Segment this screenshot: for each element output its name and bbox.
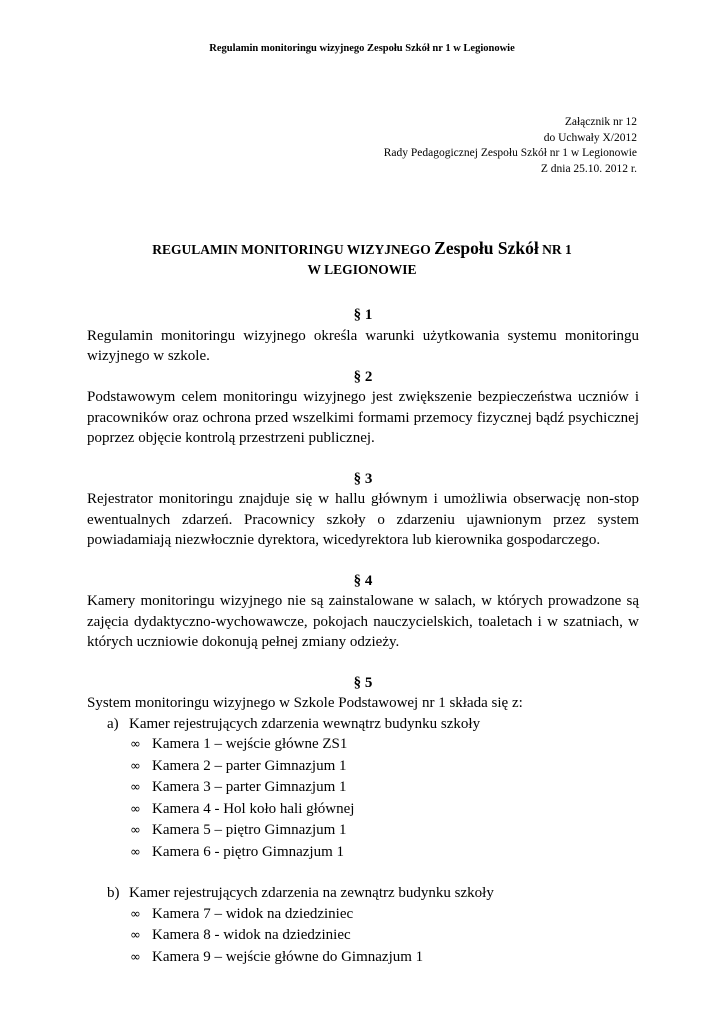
- document-title: [87, 238, 637, 280]
- camera-label: Kamera 3 – parter Gimnazjum 1: [152, 779, 347, 795]
- attachment-note: [384, 115, 637, 177]
- attachment-line: Rady Pedagogicznej Zespołu Szkół nr 1 w Legionowie: [383, 147, 637, 159]
- title-line-1: [87, 238, 637, 260]
- camera-item: [87, 925, 639, 947]
- section-heading: § 3: [353, 470, 373, 487]
- infinity-bullet-icon: ∞: [130, 844, 141, 860]
- camera-item: [87, 820, 639, 842]
- camera-item: [87, 777, 639, 799]
- camera-label: Kamera 4 - Hol koło hali głównej: [152, 800, 355, 817]
- infinity-bullet-icon: ∞: [130, 949, 141, 965]
- camera-item: [87, 756, 639, 778]
- infinity-bullet-icon: ∞: [130, 928, 141, 943]
- infinity-bullet-icon: ∞: [130, 780, 141, 795]
- document-body: [87, 305, 639, 968]
- title-part: REGULAMIN MONITORINGU WIZYJNEGO: [152, 242, 435, 257]
- section-heading: § 1: [353, 307, 373, 323]
- title-line-2: W LEGIONOWIE: [307, 262, 417, 277]
- section-heading: § 2: [353, 368, 373, 385]
- section-heading: § 4: [353, 572, 373, 589]
- list-item-text: Kamer rejestrujących zdarzenia na zewnątrz budynku szkoły: [129, 885, 494, 901]
- section-text: Regulamin monitoringu wizyjnego określa warunki użytkowania systemu monitoringu wizyjnego w szkole.: [87, 327, 639, 364]
- camera-label: Kamera 5 – piętro Gimnazjum 1: [152, 822, 347, 838]
- camera-label: Kamera 7 – widok na dziedziniec: [152, 905, 354, 922]
- section-heading: § 5: [353, 674, 373, 691]
- running-header: Regulamin monitoringu wizyjnego Zespołu Szkół nr 1 w Legionowie: [209, 43, 515, 54]
- title-part-large: Zespołu Szkół: [434, 238, 539, 258]
- camera-label: Kamera 9 – wejście główne do Gimnazjum 1: [152, 948, 424, 965]
- list-label: a): [107, 715, 119, 732]
- list-label: b): [107, 885, 120, 901]
- camera-item: [87, 734, 639, 756]
- section-intro: System monitoringu wizyjnego w Szkole Podstawowej nr 1 składa się z:: [87, 695, 523, 711]
- camera-item: [87, 799, 639, 821]
- attachment-line: Załącznik nr 12: [564, 116, 637, 128]
- section-text: Rejestrator monitoringu znajduje się w hallu głównym i umożliwia obserwację non-stop ewentualnych zdarzeń. Pracownicy szkoły o zdarzeniu ujawnionym przez system powiadamiają niezwłocznie dyrektora, wicedyrektora lub kierownika gospodarczego.: [87, 491, 639, 548]
- infinity-bullet-icon: ∞: [130, 906, 141, 922]
- attachment-line: Z dnia 25.10. 2012 r.: [540, 162, 637, 175]
- section-text: Podstawowym celem monitoringu wizyjnego jest zwiększenie bezpieczeństwa uczniów i pracowników oraz ochrona przed wszelkimi formami przemocy fizycznej bądź psychicznej poprzez objęcie kontrolą przestrzeni publicznej.: [87, 389, 639, 446]
- list-item-a: [87, 714, 639, 735]
- camera-label: Kamera 1 – wejście główne ZS1: [152, 736, 348, 752]
- list-item-b: [87, 883, 639, 904]
- camera-item: [87, 904, 639, 926]
- camera-label: Kamera 6 - piętro Gimnazjum 1: [152, 843, 345, 860]
- camera-label: Kamera 2 – parter Gimnazjum 1: [152, 757, 347, 774]
- title-part: NR 1: [538, 242, 572, 257]
- camera-item: [87, 842, 639, 864]
- infinity-bullet-icon: ∞: [130, 737, 141, 752]
- camera-item: [87, 947, 639, 969]
- list-item-text: Kamer rejestrujących zdarzenia wewnątrz budynku szkoły: [129, 715, 481, 732]
- attachment-line: do Uchwały X/2012: [543, 131, 637, 144]
- infinity-bullet-icon: ∞: [130, 823, 141, 838]
- section-text: Kamery monitoringu wizyjnego nie są zainstalowane w salach, w których prowadzone są zajęcia dydaktyczno-wychowawcze, pokojach nauczycielskich, toaletach i w szatniach, w których uczniowie dokonują pełnej zmiany odzieży.: [87, 593, 639, 650]
- infinity-bullet-icon: ∞: [130, 758, 141, 774]
- infinity-bullet-icon: ∞: [130, 801, 141, 817]
- camera-label: Kamera 8 - widok na dziedziniec: [152, 927, 351, 943]
